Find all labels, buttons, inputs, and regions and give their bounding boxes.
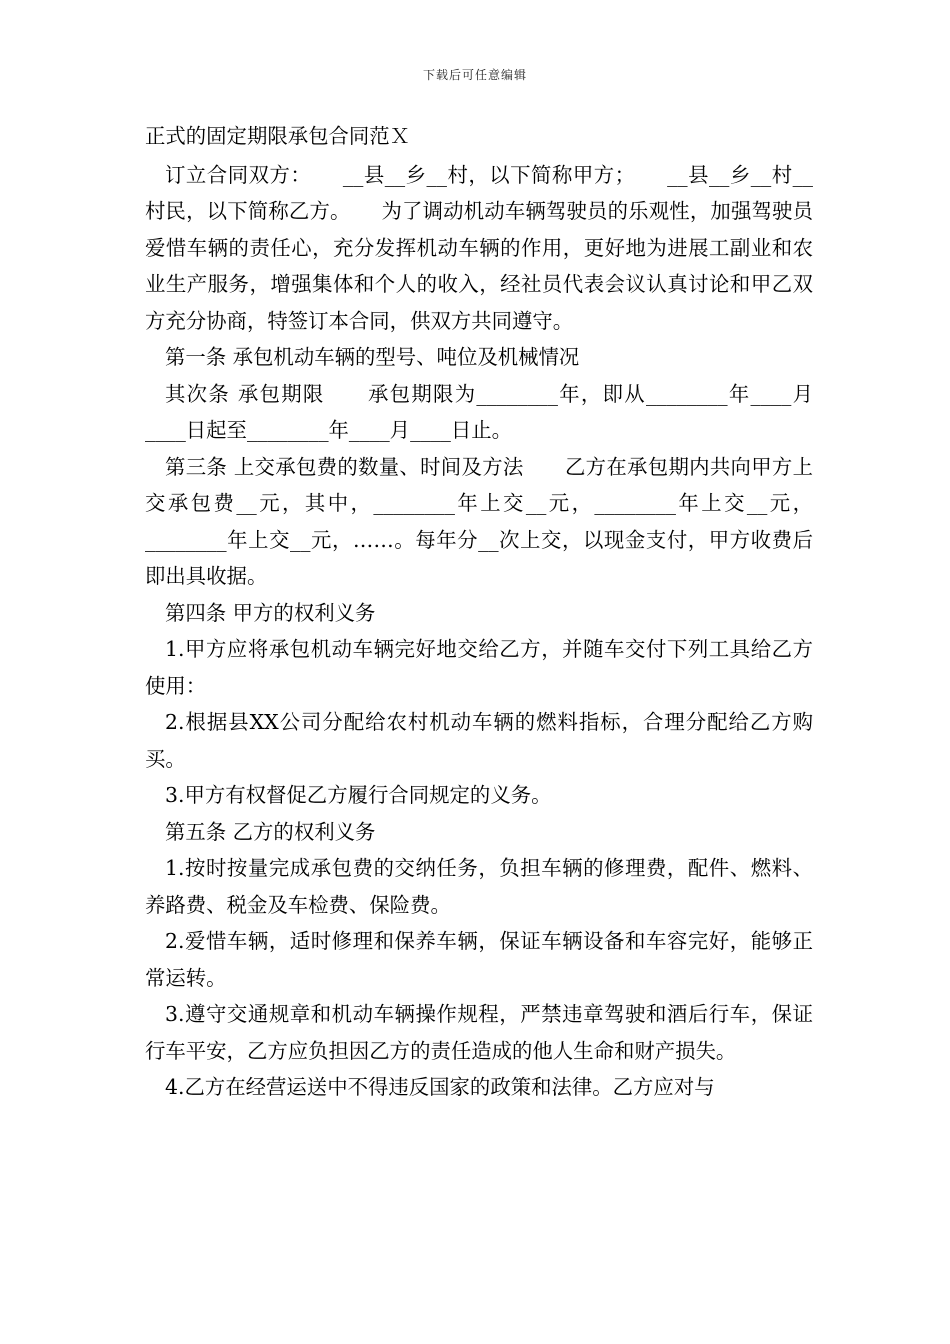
article-4-item-1: 1.甲方应将承包机动车辆完好地交给乙方，并随车交付下列工具给乙方使用： bbox=[145, 637, 813, 698]
article-4-item-2: 2.根据县XX公司分配给农村机动车辆的燃料指标，合理分配给乙方购买。 bbox=[145, 710, 813, 771]
article-4-item-3: 3.甲方有权督促乙方履行合同规定的义务。 bbox=[165, 783, 552, 807]
article-5-item-2: 2.爱惜车辆，适时修理和保养车辆，保证车辆设备和车容完好，能够正常运转。 bbox=[145, 929, 813, 990]
article-3-fee: 第三条 上交承包费的数量、时间及方法 乙方在承包期内共向甲方上交承包费__元，其中，________年上交__元，________年上交__元，________年上交__元，……。每年分__次上交，以现金支付，甲方收费后即出具收据。 bbox=[145, 454, 813, 588]
article-5-heading: 第五条 乙方的权利义务 bbox=[165, 819, 376, 844]
article-2-term: 其次条 承包期限 承包期限为________年，即从________年____月____日起至________年____月____日止。 bbox=[145, 381, 813, 442]
article-5-item-4: 4.乙方在经营运送中不得违反国家的政策和法律。乙方应对与 bbox=[165, 1075, 715, 1099]
document-body bbox=[145, 118, 813, 1106]
paragraph-parties: 订立合同双方： __县__乡__村，以下简称甲方； __县__乡__村__村民，以下简称乙方。 为了调动机动车辆驾驶员的乐观性，加强驾驶员爱惜车辆的责任心，充分发挥机动车辆的作用，更好地为进展工副业和农业生产服务，增强集体和个人的收入，经社员代表会议认真讨论和甲乙双方充分协商，特签订本合同，供双方共同遵守。 bbox=[145, 162, 813, 333]
article-1-heading: 第一条 承包机动车辆的型号、吨位及机械情况 bbox=[165, 345, 580, 369]
article-4-heading: 第四条 甲方的权利义务 bbox=[165, 600, 376, 625]
article-5-item-1: 1.按时按量完成承包费的交纳任务，负担车辆的修理费，配件、燃料、养路费、税金及车检费、保险费。 bbox=[145, 856, 813, 917]
document-title: 正式的固定期限承包合同范Ｘ bbox=[145, 124, 411, 148]
article-5-item-3: 3.遵守交通规章和机动车辆操作规程，严禁违章驾驶和酒后行车，保证行车平安，乙方应负担因乙方的责任造成的他人生命和财产损失。 bbox=[145, 1002, 813, 1063]
page-header-note: 下载后可任意编辑 bbox=[422, 68, 527, 82]
